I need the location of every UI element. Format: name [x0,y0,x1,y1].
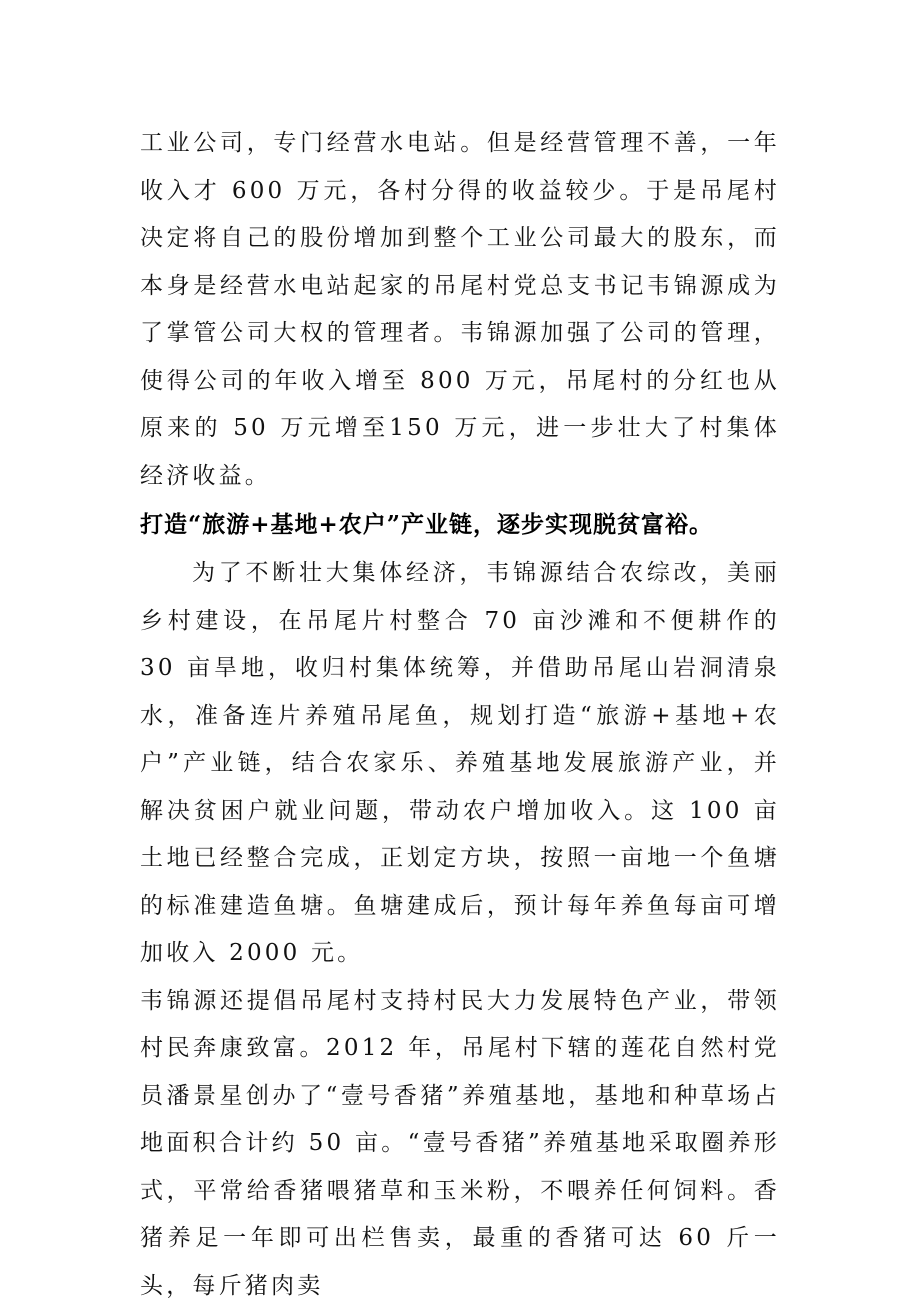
paragraph-industry-chain: 为了不断壮大集体经济，韦锦源结合农综改，美丽乡村建设，在吊尾片村整合 70 亩沙滩和不便耕作的 30 亩旱地，收归村集体统筹，并借助吊尾山岩洞清泉水，准备连片养殖吊尾鱼，规划打造“旅游+基地+农户”产业链，结合农家乐、养殖基地发展旅游产业，并解决贫困户就业问题，带动农户增加收入。这 100 亩土地已经整合完成，正划定方块，按照一亩地一个鱼塘的标准建造鱼塘。鱼塘建成后，预计每年养鱼每亩可增加收入 2000 元。 [140,550,780,978]
section-heading: 打造“旅游+基地+农户”产业链，逐步实现脱贫富裕。 [140,500,780,550]
paragraph-special-industry: 韦锦源还提倡吊尾村支持村民大力发展特色产业，带领村民奔康致富。2012 年，吊尾村下辖的莲花自然村党员潘景星创办了“壹号香猪”养殖基地，基地和种草场占地面积合计约 50 亩。“壹号香猪”养殖基地采取圈养形式，平常给香猪喂猪草和玉米粉，不喂养任何饲料。香猪养足一年即可出栏售卖，最重的香猪可达 60 斤一头，每斤猪肉卖 [140,978,780,1310]
paragraph-company-management: 工业公司，专门经营水电站。但是经营管理不善，一年收入才 600 万元，各村分得的收益较少。于是吊尾村决定将自己的股份增加到整个工业公司最大的股东，而本身是经营水电站起家的吊尾村党总支书记韦锦源成为了掌管公司大权的管理者。韦锦源加强了公司的管理，使得公司的年收入增至 800 万元，吊尾村的分红也从原来的 50 万元增至150 万元，进一步壮大了村集体经济收益。 [140,120,780,500]
document-body [140,120,780,1310]
